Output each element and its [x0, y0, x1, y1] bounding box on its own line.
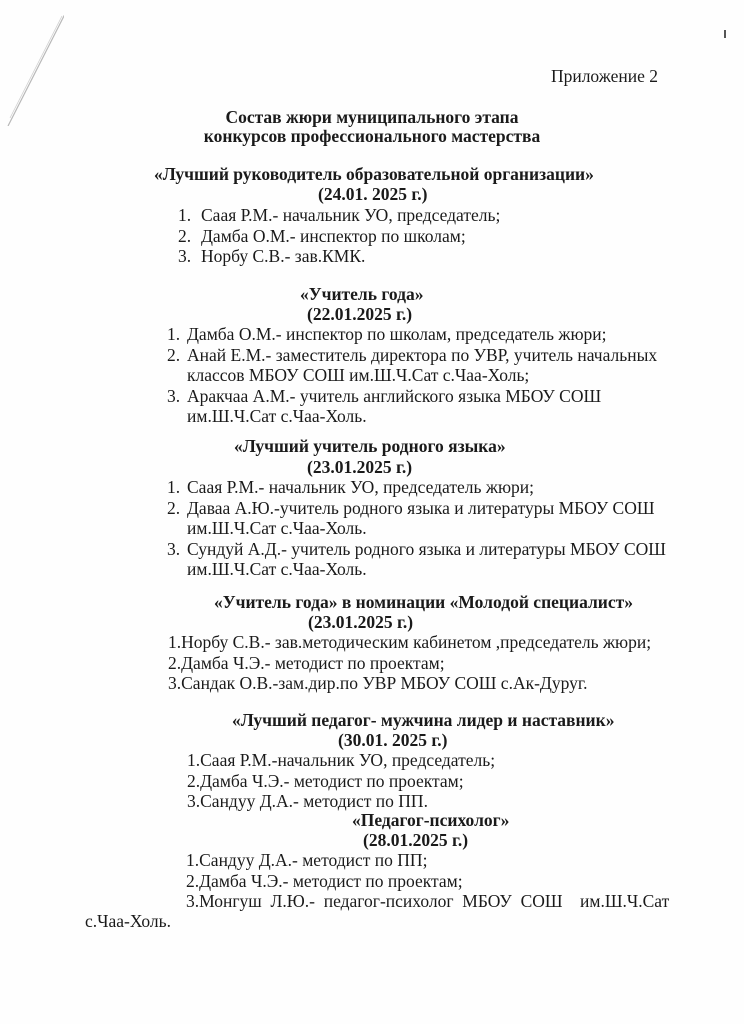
- list-number: 1.: [178, 205, 192, 225]
- section-date: (28.01.2025 г.): [363, 830, 469, 850]
- section-date: (22.01.2025 г.): [307, 304, 413, 324]
- section-heading: «Лучший педагог- мужчина лидер и наставник»: [232, 710, 615, 730]
- list-number: 1.: [167, 477, 181, 497]
- section-date: (23.01.2025 г.): [307, 457, 413, 477]
- list-number: 3.: [178, 246, 192, 266]
- list-item-continuation: им.Ш.Ч.Сат с.Чаа-Холь.: [187, 559, 367, 579]
- list-item: Аракчаа А.М.- учитель английского языка МБОУ СОШ: [187, 386, 602, 406]
- list-item: Анай Е.М.- заместитель директора по УВР, учитель начальных: [187, 345, 658, 365]
- list-item: 3.Сандуу Д.А.- методист по ПП.: [187, 791, 428, 811]
- list-number: 3.: [167, 539, 181, 559]
- list-item-continuation: с.Чаа-Холь.: [85, 911, 172, 931]
- list-item: Дамба О.М.- инспектор по школам, председатель жюри;: [187, 324, 607, 344]
- list-item: Саая Р.М.- начальник УО, председатель жюри;: [187, 477, 535, 497]
- scan-edge-mark-right: [724, 30, 726, 38]
- list-number: 3.: [167, 386, 181, 406]
- list-item: 2.Дамба Ч.Э.- методист по проектам;: [187, 771, 464, 791]
- list-number: 2.: [178, 226, 192, 246]
- list-number: 2.: [167, 345, 181, 365]
- section-heading: «Лучший учитель родного языка»: [234, 436, 506, 456]
- section-heading: «Учитель года»: [300, 284, 424, 304]
- list-item: Дамба О.М.- инспектор по школам;: [201, 226, 466, 246]
- list-item: Даваа А.Ю.-учитель родного языка и литературы МБОУ СОШ: [187, 498, 655, 518]
- list-item: 2.Дамба Ч.Э.- методист по проектам;: [186, 871, 463, 891]
- list-item: 1.Сандуу Д.А.- методист по ПП;: [186, 850, 428, 870]
- section-date: (30.01. 2025 г.): [338, 730, 448, 750]
- list-item: Норбу С.В.- зав.КМК.: [201, 246, 366, 266]
- list-item-continuation: им.Ш.Ч.Сат с.Чаа-Холь.: [187, 406, 367, 426]
- list-item: 3.Монгуш Л.Ю.- педагог-психолог МБОУ СОШ им.Ш.Ч.Сат: [186, 891, 670, 911]
- list-item: 2.Дамба Ч.Э.- методист по проектам;: [168, 653, 445, 673]
- list-item-continuation: классов МБОУ СОШ им.Ш.Ч.Сат с.Чаа-Холь;: [187, 365, 530, 385]
- appendix-label: Приложение 2: [550, 66, 658, 86]
- section-date: (23.01.2025 г.): [308, 612, 414, 632]
- section-date: (24.01. 2025 г.): [318, 184, 428, 204]
- document-title-line-1: Состав жюри муниципального этапа: [225, 107, 519, 127]
- list-item: 1.Саая Р.М.-начальник УО, председатель;: [187, 750, 496, 770]
- list-item-continuation: им.Ш.Ч.Сат с.Чаа-Холь.: [187, 518, 367, 538]
- section-heading: «Учитель года» в номинации «Молодой специалист»: [214, 592, 634, 612]
- list-number: 1.: [167, 324, 181, 344]
- list-number: 2.: [167, 498, 181, 518]
- list-item: Сундуй А.Д.- учитель родного языка и литературы МБОУ СОШ: [187, 539, 666, 559]
- list-item: 1.Норбу С.В.- зав.методическим кабинетом ,председатель жюри;: [168, 632, 652, 652]
- list-item: Саая Р.М.- начальник УО, председатель;: [201, 205, 501, 225]
- list-item: 3.Сандак О.В.-зам.дир.по УВР МБОУ СОШ с.Ак-Дуруг.: [168, 673, 588, 693]
- document-title-line-2: конкурсов профессионального мастерства: [203, 126, 541, 146]
- section-heading: «Педагог-психолог»: [352, 810, 510, 830]
- section-heading: «Лучший руководитель образовательной организации»: [154, 164, 594, 184]
